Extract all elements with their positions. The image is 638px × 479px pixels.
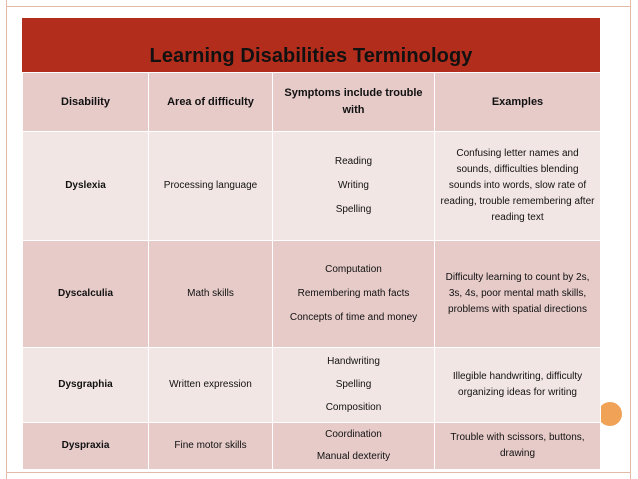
- examples-cell: Difficulty learning to count by 2s, 3s, 4s, poor mental math skills, problems with spatial directions: [435, 241, 601, 348]
- disability-name: Dyscalculia: [23, 241, 149, 348]
- examples-cell: Illegible handwriting, difficulty organizing ideas for writing: [435, 348, 601, 423]
- disability-name: Dysgraphia: [23, 348, 149, 423]
- symptom-item: Coordination: [325, 429, 382, 440]
- table-row-dyscalculia: [23, 241, 601, 348]
- disability-name: Dyslexia: [23, 132, 149, 241]
- symptom-item: Remembering math facts: [297, 288, 410, 299]
- examples-cell: Confusing letter names and sounds, difficulties blending sounds into words, slow rate of reading, trouble remembering after reading text: [435, 132, 601, 241]
- symptoms-cell: [273, 423, 435, 470]
- symptom-item: Manual dexterity: [316, 451, 391, 462]
- terminology-table: [22, 72, 601, 470]
- area-of-difficulty: Fine motor skills: [149, 423, 273, 470]
- symptom-item: Concepts of time and money: [289, 312, 418, 323]
- table-row-dyslexia: [23, 132, 601, 241]
- symptoms-cell: [273, 132, 435, 241]
- symptom-item: Computation: [325, 264, 382, 275]
- symptoms-cell: [273, 348, 435, 423]
- area-of-difficulty: Processing language: [149, 132, 273, 241]
- header-symptoms: Symptoms include trouble with: [273, 73, 435, 132]
- area-of-difficulty: Written expression: [149, 348, 273, 423]
- header-area-of-difficulty: Area of difficulty: [149, 73, 273, 132]
- header-disability: Disability: [23, 73, 149, 132]
- frame-line-left: [6, 0, 7, 479]
- table-row-dysgraphia: [23, 348, 601, 423]
- symptom-item: Spelling: [335, 379, 372, 390]
- frame-line-top: [6, 6, 631, 7]
- symptoms-cell: [273, 241, 435, 348]
- examples-cell: Trouble with scissors, buttons, drawing: [435, 423, 601, 470]
- accent-circle-decoration: [598, 402, 622, 426]
- symptom-item: Reading: [334, 156, 373, 167]
- frame-line-right: [630, 0, 631, 479]
- symptom-item: Handwriting: [327, 356, 380, 367]
- table-row-dyspraxia: [23, 423, 601, 470]
- area-of-difficulty: Math skills: [149, 241, 273, 348]
- symptom-item: Composition: [325, 402, 382, 413]
- table-header-row: [23, 73, 601, 132]
- symptom-item: Writing: [338, 180, 369, 191]
- title-bar: [22, 18, 600, 72]
- symptom-item: Spelling: [335, 204, 372, 215]
- slide-title: Learning Disabilities Terminology: [149, 45, 473, 67]
- header-examples: Examples: [435, 73, 601, 132]
- frame-line-bottom: [6, 472, 631, 473]
- disability-name: Dyspraxia: [23, 423, 149, 470]
